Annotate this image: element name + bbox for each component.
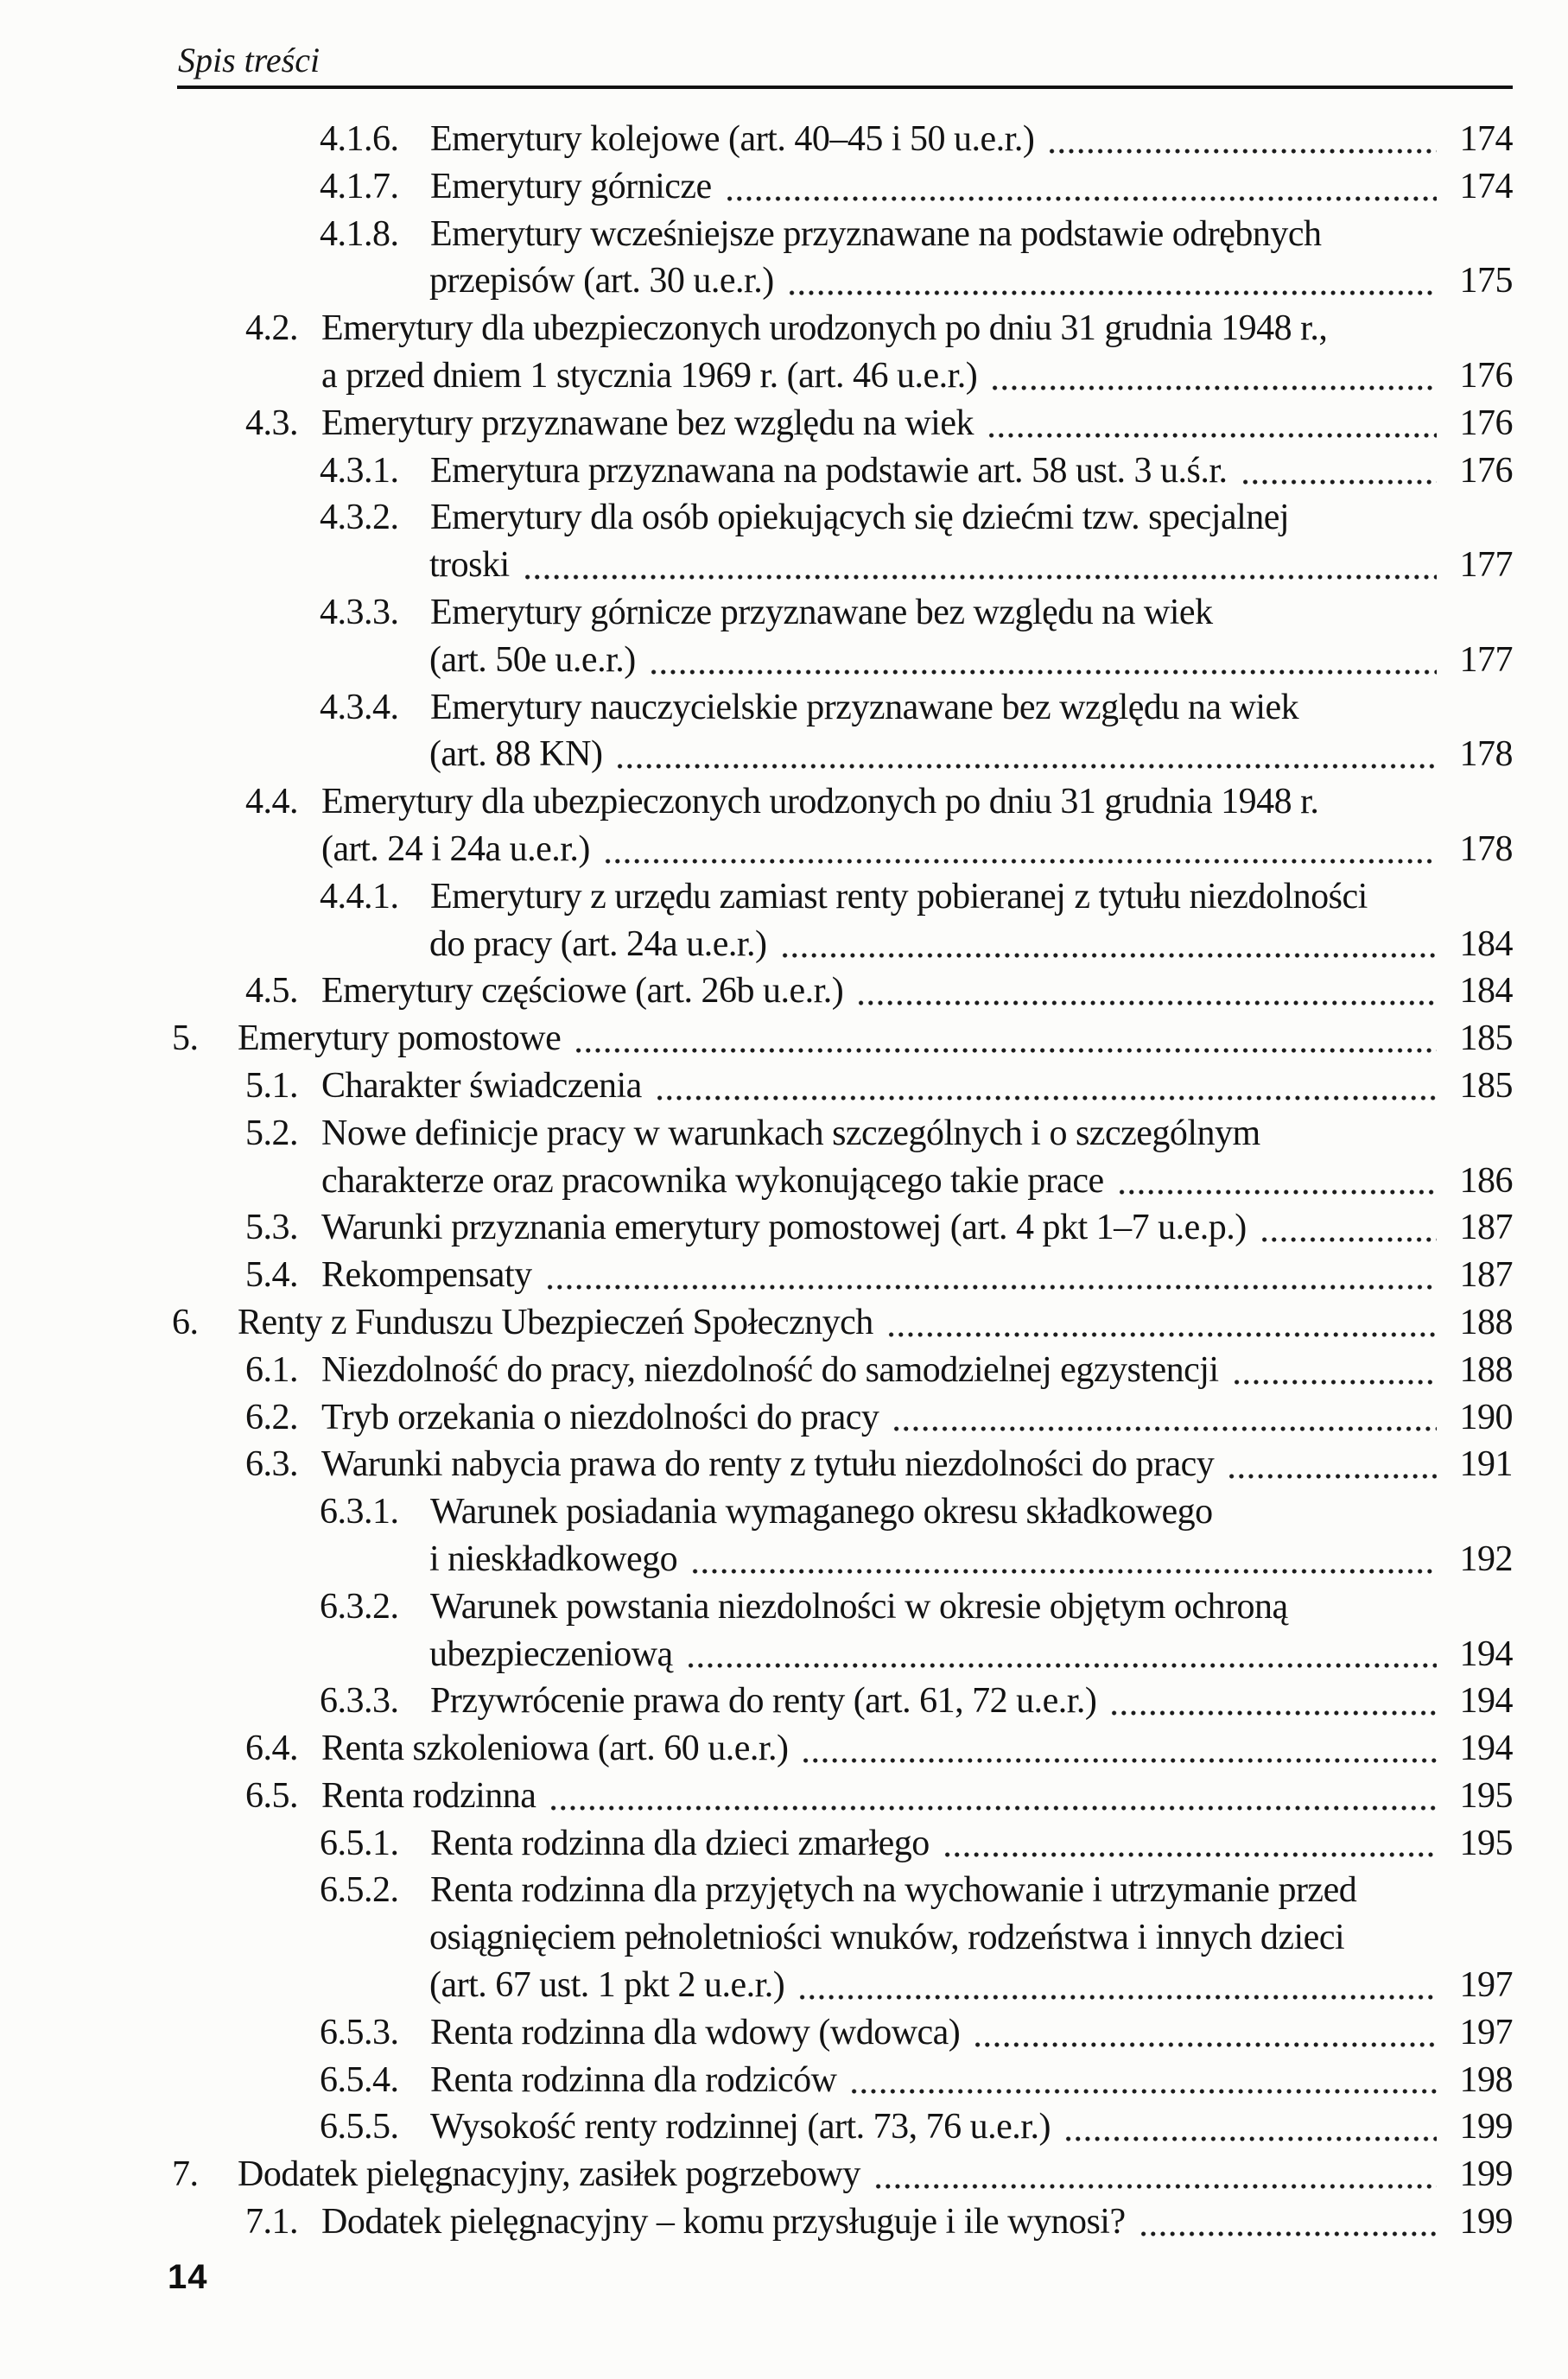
entry-number: 6.1. (245, 1349, 298, 1390)
entry-page-number: 191 (1459, 1444, 1513, 1485)
entry-page-number: 175 (1459, 261, 1513, 301)
dot-leader (686, 1663, 1437, 1668)
entry-page-number: 198 (1459, 2059, 1513, 2100)
toc-line (0, 211, 1513, 258)
entry-page-number: 195 (1459, 1775, 1513, 1816)
entry-page-number: 190 (1459, 1397, 1513, 1437)
entry-title-line: (art. 50e u.e.r.) (429, 639, 636, 680)
entry-page-number: 187 (1459, 1208, 1513, 1248)
dot-leader (892, 1426, 1437, 1431)
toc-line (0, 2009, 1513, 2057)
entry-title-line: Emerytury wcześniejsze przyznawane na podstawie odrębnych (430, 213, 1322, 254)
entry-title-line: (art. 88 KN) (429, 734, 603, 775)
dot-leader (797, 1995, 1437, 2000)
toc-line (0, 163, 1513, 211)
dot-leader (849, 2089, 1437, 2094)
entry-number: 4.3.1. (320, 450, 399, 491)
dot-leader (1047, 149, 1437, 154)
entry-number: 4.3.3. (320, 592, 399, 632)
entry-page-number: 186 (1459, 1160, 1513, 1201)
dot-leader (1109, 1710, 1437, 1716)
toc-line (0, 1063, 1513, 1110)
dot-leader (649, 669, 1437, 675)
entry-title-line: Emerytury górnicze przyznawane bez względu na wiek (430, 592, 1213, 632)
dot-leader (990, 385, 1437, 390)
entry-page-number: 188 (1459, 1349, 1513, 1390)
toc-line (0, 305, 1513, 352)
dot-leader (886, 1332, 1437, 1337)
entry-title-line: Emerytury kolejowe (art. 40–45 i 50 u.e.r.) (430, 119, 1035, 159)
entry-page-number: 194 (1459, 1681, 1513, 1722)
toc-line (0, 542, 1513, 589)
entry-title-line: Renta rodzinna dla wdowy (wdowca) (430, 2012, 961, 2052)
entry-title-line: Renta rodzinna dla przyjętych na wychowanie i utrzymanie przed (430, 1870, 1357, 1911)
entry-number: 4.4.1. (320, 876, 399, 917)
entry-number: 6.3.3. (320, 1681, 399, 1722)
dot-leader (1232, 1380, 1437, 1385)
toc-line (0, 2151, 1513, 2198)
entry-number: 6.5.4. (320, 2059, 399, 2100)
entry-page-number: 194 (1459, 1634, 1513, 1674)
dot-leader (1241, 479, 1437, 485)
toc-line (0, 637, 1513, 684)
entry-number: 4.3.4. (320, 687, 399, 727)
entry-page-number: 174 (1459, 119, 1513, 159)
entry-number: 4.2. (245, 308, 298, 349)
entry-title-line: Emerytura przyznawana na podstawie art. 58 ust. 3 u.ś.r. (430, 450, 1228, 491)
dot-leader (574, 1048, 1437, 1053)
dot-leader (787, 290, 1437, 295)
toc-line (0, 873, 1513, 921)
entry-page-number: 176 (1459, 403, 1513, 443)
entry-title-line: Emerytury pomostowe (238, 1018, 562, 1059)
entry-number: 4.1.7. (320, 166, 399, 206)
entry-number: 4.5. (245, 971, 298, 1012)
toc-line (0, 400, 1513, 447)
toc-line (0, 1678, 1513, 1725)
entry-title-line: osiągnięciem pełnoletniości wnuków, rodzeństwa i innych dzieci (429, 1918, 1345, 1958)
toc-line (0, 1867, 1513, 1914)
dot-leader (615, 764, 1437, 769)
entry-title-line: Emerytury z urzędu zamiast renty pobieranej z tytułu niezdolności (430, 876, 1368, 917)
toc-line (0, 1631, 1513, 1678)
entry-number: 5. (172, 1018, 199, 1059)
entry-title-line: Emerytury przyznawane bez względu na wiek (321, 403, 974, 443)
dot-leader (655, 1095, 1437, 1101)
dot-leader (1139, 2231, 1437, 2236)
entry-page-number: 178 (1459, 828, 1513, 869)
entry-page-number: 195 (1459, 1823, 1513, 1863)
entry-page-number: 185 (1459, 1018, 1513, 1059)
toc-line (0, 1725, 1513, 1773)
toc-line (0, 257, 1513, 305)
toc-line (0, 1962, 1513, 2009)
entry-title-line: Emerytury nauczycielskie przyznawane bez względu na wiek (430, 687, 1299, 727)
entry-title-line: (art. 67 ust. 1 pkt 2 u.e.r.) (429, 1965, 785, 2006)
footer-page-number: 14 (168, 2258, 208, 2296)
entry-title-line: Wysokość renty rodzinnej (art. 73, 76 u.e.r.) (430, 2107, 1051, 2147)
entry-number: 4.3.2. (320, 498, 399, 538)
entry-title-line: Renta rodzinna dla rodziców (430, 2059, 837, 2100)
entry-number: 5.3. (245, 1208, 298, 1248)
toc-line (0, 1204, 1513, 1252)
entry-number: 6. (172, 1302, 199, 1342)
page-title: Spis treści (178, 41, 321, 79)
entry-page-number: 199 (1459, 2154, 1513, 2195)
entry-title-line: Emerytury dla osób opiekujących się dziećmi tzw. specjalnej (430, 498, 1290, 538)
toc-line (0, 731, 1513, 778)
entry-title-line: Emerytury częściowe (art. 26b u.e.r.) (321, 971, 844, 1012)
entry-title-line: a przed dniem 1 stycznia 1969 r. (art. 46 u.e.r.) (321, 355, 978, 396)
entry-page-number: 199 (1459, 2107, 1513, 2147)
header-rule (177, 86, 1513, 89)
dot-leader (856, 1000, 1437, 1006)
entry-number: 4.3. (245, 403, 298, 443)
entry-number: 6.4. (245, 1729, 298, 1769)
entry-page-number: 197 (1459, 1965, 1513, 2006)
entry-title-line: ubezpieczeniową (429, 1634, 673, 1674)
entry-number: 6.2. (245, 1397, 298, 1437)
entry-title-line: Dodatek pielęgnacyjny – komu przysługuje i ile wynosi? (321, 2202, 1126, 2243)
toc-line (0, 1110, 1513, 1158)
entry-page-number: 177 (1459, 639, 1513, 680)
toc-line (0, 1536, 1513, 1583)
dot-leader (523, 574, 1437, 580)
dot-leader (603, 859, 1437, 864)
entry-page-number: 185 (1459, 1065, 1513, 1106)
entry-title-line: Warunek powstania niezdolności w okresie objętym ochroną (430, 1586, 1288, 1627)
toc-line (0, 2057, 1513, 2104)
entry-page-number: 184 (1459, 923, 1513, 964)
toc-line (0, 1773, 1513, 1820)
entry-page-number: 194 (1459, 1729, 1513, 1769)
entry-title-line: (art. 24 i 24a u.e.r.) (321, 828, 590, 869)
entry-page-number: 199 (1459, 2202, 1513, 2243)
toc-line (0, 1583, 1513, 1631)
entry-title-line: do pracy (art. 24a u.e.r.) (429, 923, 767, 964)
entry-page-number: 177 (1459, 545, 1513, 586)
entry-title-line: Emerytury górnicze (430, 166, 712, 206)
entry-title-line: Dodatek pielęgnacyjny, zasiłek pogrzebowy (238, 2154, 860, 2195)
table-of-contents (0, 116, 1513, 2246)
toc-line (0, 1299, 1513, 1347)
toc-line (0, 1394, 1513, 1442)
entry-page-number: 174 (1459, 166, 1513, 206)
dot-leader (549, 1805, 1437, 1811)
entry-number: 6.5. (245, 1775, 298, 1816)
entry-number: 6.5.5. (320, 2107, 399, 2147)
entry-page-number: 176 (1459, 355, 1513, 396)
entry-title-line: Warunki przyznania emerytury pomostowej (art. 4 pkt 1–7 u.e.p.) (321, 1208, 1247, 1248)
dot-leader (973, 2042, 1437, 2047)
entry-page-number: 184 (1459, 971, 1513, 1012)
entry-number: 4.4. (245, 782, 298, 822)
toc-line (0, 921, 1513, 968)
entry-number: 5.4. (245, 1255, 298, 1296)
toc-line (0, 116, 1513, 163)
toc-line (0, 1158, 1513, 1205)
toc-line (0, 826, 1513, 873)
entry-page-number: 187 (1459, 1255, 1513, 1296)
entry-number: 5.2. (245, 1113, 298, 1153)
dot-leader (943, 1852, 1437, 1857)
entry-title-line: i nieskładkowego (429, 1538, 678, 1579)
toc-line (0, 447, 1513, 495)
toc-line (0, 2198, 1513, 2246)
dot-leader (987, 433, 1437, 438)
toc-line (0, 2103, 1513, 2151)
entry-title-line: Emerytury dla ubezpieczonych urodzonych po dniu 31 grudnia 1948 r. (321, 782, 1319, 822)
toc-line (0, 684, 1513, 732)
entry-title-line: przepisów (art. 30 u.e.r.) (429, 261, 774, 301)
dot-leader (1227, 1474, 1437, 1479)
entry-title-line: charakterze oraz pracownika wykonującego takie prace (321, 1160, 1104, 1201)
entry-number: 6.5.1. (320, 1823, 399, 1863)
toc-line (0, 778, 1513, 826)
toc-line (0, 494, 1513, 542)
toc-line (0, 1347, 1513, 1394)
dot-leader (1063, 2136, 1437, 2141)
entry-title-line: Renta rodzinna dla dzieci zmarłego (430, 1823, 930, 1863)
entry-number: 4.1.8. (320, 213, 399, 254)
toc-line (0, 1914, 1513, 1962)
entry-title-line: Charakter świadczenia (321, 1065, 642, 1106)
entry-title-line: Warunki nabycia prawa do renty z tytułu niezdolności do pracy (321, 1444, 1215, 1485)
entry-title-line: Emerytury dla ubezpieczonych urodzonych po dniu 31 grudnia 1948 r., (321, 308, 1328, 349)
entry-number: 6.3.2. (320, 1586, 399, 1627)
dot-leader (1260, 1237, 1437, 1242)
entry-title-line: Renta rodzinna (321, 1775, 536, 1816)
dot-leader (690, 1569, 1437, 1574)
dot-leader (873, 2184, 1437, 2189)
toc-line (0, 352, 1513, 400)
entry-number: 6.3. (245, 1444, 298, 1485)
entry-title-line: Rekompensaty (321, 1255, 532, 1296)
entry-page-number: 197 (1459, 2012, 1513, 2052)
dot-leader (801, 1758, 1437, 1763)
toc-line (0, 1015, 1513, 1063)
entry-title-line: Warunek posiadania wymaganego okresu składkowego (430, 1492, 1213, 1532)
entry-title-line: troski (429, 545, 510, 586)
dot-leader (545, 1285, 1437, 1290)
dot-leader (1117, 1190, 1437, 1195)
entry-title-line: Tryb orzekania o niezdolności do pracy (321, 1397, 879, 1437)
entry-number: 4.1.6. (320, 119, 399, 159)
entry-page-number: 178 (1459, 734, 1513, 775)
entry-title-line: Renta szkoleniowa (art. 60 u.e.r.) (321, 1729, 789, 1769)
entry-number: 5.1. (245, 1065, 298, 1106)
entry-title-line: Przywrócenie prawa do renty (art. 61, 72 u.e.r.) (430, 1681, 1097, 1722)
entry-number: 7. (172, 2154, 199, 2195)
entry-number: 7.1. (245, 2202, 298, 2243)
toc-line (0, 967, 1513, 1015)
toc-line (0, 589, 1513, 637)
toc-line (0, 1820, 1513, 1868)
entry-page-number: 192 (1459, 1538, 1513, 1579)
entry-title-line: Niezdolność do pracy, niezdolność do samodzielnej egzystencji (321, 1349, 1219, 1390)
entry-number: 6.3.1. (320, 1492, 399, 1532)
entry-page-number: 176 (1459, 450, 1513, 491)
entry-title-line: Nowe definicje pracy w warunkach szczególnych i o szczególnym (321, 1113, 1260, 1153)
entry-number: 6.5.3. (320, 2012, 399, 2052)
entry-page-number: 188 (1459, 1302, 1513, 1342)
toc-line (0, 1488, 1513, 1536)
dot-leader (780, 953, 1438, 958)
entry-number: 6.5.2. (320, 1870, 399, 1911)
toc-line (0, 1252, 1513, 1299)
dot-leader (725, 196, 1437, 201)
toc-line (0, 1441, 1513, 1488)
entry-title-line: Renty z Funduszu Ubezpieczeń Społecznych (238, 1302, 873, 1342)
